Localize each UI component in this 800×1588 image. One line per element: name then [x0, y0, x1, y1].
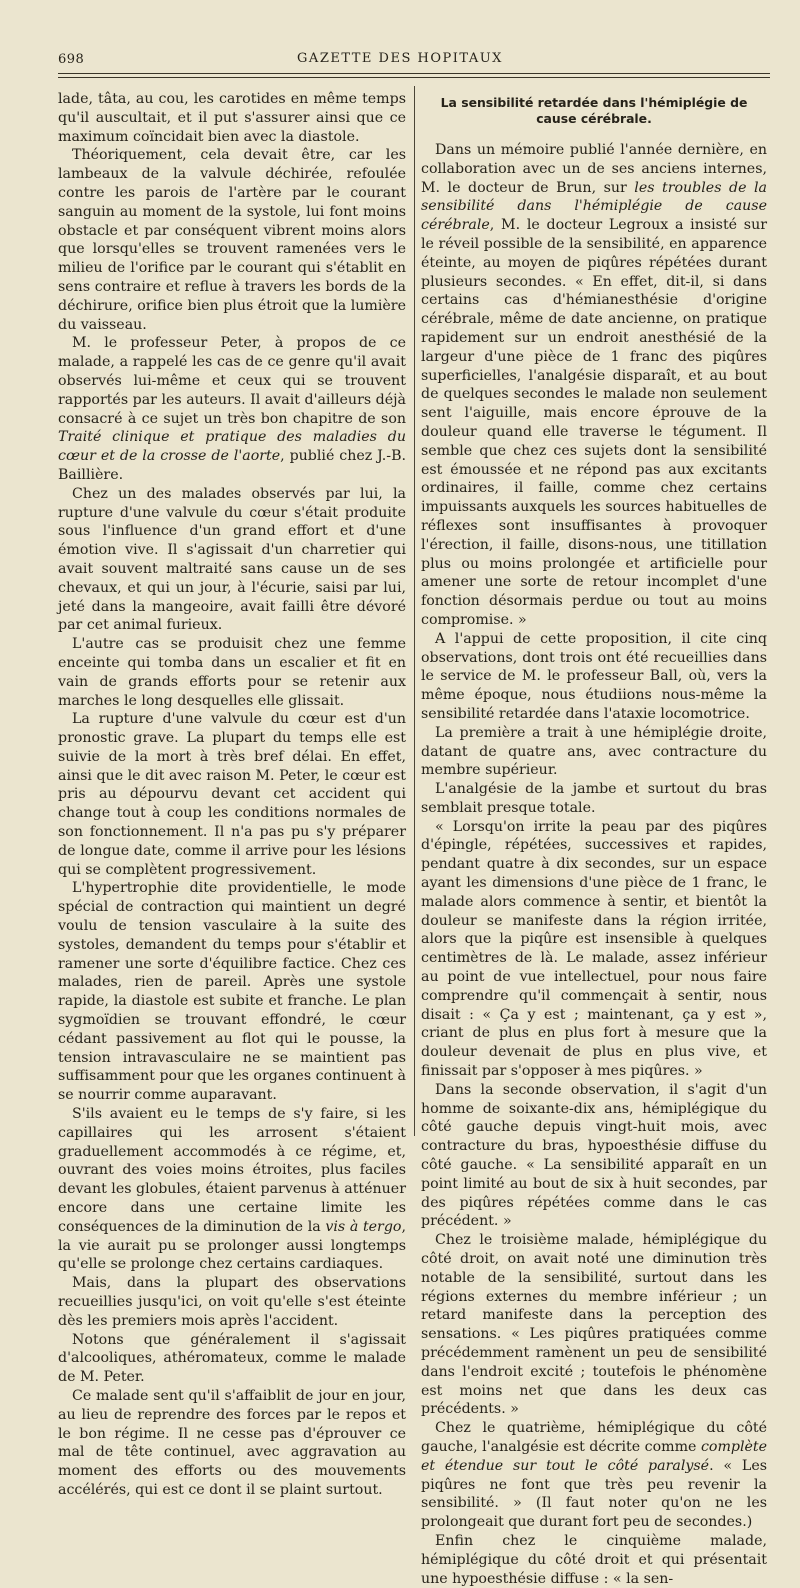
- paragraph: La première a trait à une hémiplégie droite, datant de quatre ans, avec contracture du membre supérieur.: [421, 724, 767, 779]
- paragraph: Dans la seconde observation, il s'agit d'un homme de soixante-dix ans, hémiplégique du côté gauche depuis vingt-huit mois, avec contracture du bras, hypoesthésie diffuse du côté gauche. « La sensibilité apparaît en un point limité au bout de six à huit secondes, par des piqûres répétées comme dans le cas précédent. »: [421, 1081, 767, 1230]
- text-run: , la vie aurait pu se prolonger aussi longtemps qu'elle se prolonge chez certains cardiaques.: [58, 1218, 406, 1273]
- paragraph: Théoriquement, cela devait être, car les lambeaux de la valvule déchirée, refoulée contre les parois de l'artère par le courant sanguin au moment de la systole, lui font moins obstacle et par conséquent vibrent moins alors que lorsqu'elles se trouvent ramenées vers le milieu de l'orifice par le courant qui s'établit en sens contraire et reflue à travers les bords de la déchirure, orifice bien plus étroit que la lumière du vaisseau.: [58, 147, 406, 333]
- paragraph: Mais, dans la plupart des observations recueillies jusqu'ici, on voit qu'elle s'est éteinte dès les premiers mois après l'accident.: [58, 1275, 406, 1329]
- text-run: Chez le quatrième, hémiplégique du côté gauche, l'analgésie est décrite comme: [421, 1420, 767, 1455]
- text-run: , M. le docteur Legroux a insisté sur le réveil possible de la sensibilité, en apparence éteinte, au moyen de piqûres répétées durant plusieurs secondes. « En effet, dit-il, si dans certains cas d'hémianesthésie d'origine cérébrale, même de date ancienne, on pratique rapidement sur un endroit anesthésié de la largeur d'une pièce de 1 franc des piqûres superficielles, l'analgésie disparaît, et au bout de quelques secondes le malade non seulement sent l'aiguille, mais encore éprouve de la douleur quand elle traverse le tégument. Il semble que chez ces sujets dont la sensibilité est émoussée et ne répond pas aux excitants ordinaires, il faille, comme chez certains impuissants auxquels les sources habituelles de réflexes sont insuffisantes à provoquer l'érection, il faille, disons-nous, une titillation plus ou moins prolongée et artificielle pour amener une sorte de retour incomplet d'une fonction désormais perdue ou tout au moins compromise. »: [421, 217, 767, 628]
- paragraph: [421, 141, 767, 630]
- paragraph: L'hypertrophie dite providentielle, le mode spécial de contraction qui maintient un degré voulu de tension vasculaire à la suite des systoles, demandent du temps pour s'établir et ramener une sorte d'équilibre factice. Chez ces malades, rien de pareil. Après une systole rapide, la diastole est subite et franche. Le plan sygmoïdien se trouvant effondré, le cœur cédant passivement au flot qui le pousse, la tension intravasculaire ne se maintient pas suffisamment pour que les organes continuent à se nourrir comme auparavant.: [58, 880, 406, 1104]
- paragraph: La rupture d'une valvule du cœur est d'un pronostic grave. La plupart du temps elle est suivie de la mort à très bref délai. En effet, ainsi que le dit avec raison M. Peter, le cœur est pris au dépourvu devant cet accident qui change tout à coup les conditions normales de son fonctionnement. Il n'a pas pu s'y préparer de longue date, comme il arrive pour les lésions qui se complètent progressivement.: [58, 711, 406, 878]
- paragraph: [58, 1105, 406, 1274]
- paragraph: A l'appui de cette proposition, il cite cinq observations, dont trois ont été recueillies dans le service de M. le professeur Ball, où, vers la même époque, nous étudiions nous-même la sensibilité retardée dans l'ataxie locomotrice.: [421, 630, 767, 722]
- left-column: [58, 90, 406, 1500]
- column-divider: [414, 86, 415, 1136]
- latin-term: vis à tergo: [325, 1218, 402, 1235]
- right-column: [421, 90, 767, 1588]
- quoted-description: complète et étendue sur tout le côté paralysé: [421, 1438, 768, 1474]
- text-run: S'ils avaient eu le temps de s'y faire, si les capillaires qui les arrosent s'étaient graduellement accommodés à ce régime, et, ouvrant des voies moins étroites, plus faciles devant les globules, étaient parvenus à atténuer encore dans une certaine limite les conséquences de la diminution de la: [58, 1106, 406, 1235]
- header-rule-top: [58, 73, 770, 74]
- paragraph: « Lorsqu'on irrite la peau par des piqûres d'épingle, répétées, successives et rapides, pendant quatre à dix secondes, sur un espace ayant les dimensions d'une pièce de 1 franc, le malade alors commence à sentir, et bientôt la douleur se manifeste dans la région irritée, alors que la piqûre est insensible à quelques centimètres de là. Le malade, assez inférieur au point de vue intellectuel, pour nous faire comprendre qu'il commençait à sentir, nous disait : « Ça y est ; maintenant, ça y est », criant de plus en plus fort à mesure que la douleur devenait de plus en plus vive, et finissait par s'opposer à mes piqûres. »: [421, 818, 767, 1080]
- paragraph: Notons que généralement il s'agissait d'alcooliques, athéromateux, comme le malade de M. Peter.: [58, 1331, 406, 1386]
- paragraph: L'analgésie de la jambe et surtout du bras semblait presque totale.: [421, 781, 767, 816]
- memoir-title: les troubles de la sensibilité dans l'hémiplégie de cause cérébrale: [421, 179, 767, 234]
- text-run: , publié chez J.-B. Baillière.: [58, 448, 407, 483]
- paragraph: Chez un des malades observés par lui, la rupture d'une valvule du cœur s'était produite sous l'influence d'un grand effort et d'une émotion vive. Il s'agissait d'un charretier qui avait souvent maltraité sans cause un de ses chevaux, et qui un jour, à l'écurie, saisi par lui, jeté dans la mangeoire, avait failli être dévoré par cet animal furieux.: [58, 485, 406, 634]
- paragraph: [58, 334, 406, 484]
- article-title: La sensibilité retardée dans l'hémiplégie de cause cérébrale.: [440, 95, 748, 126]
- page-number: 698: [58, 52, 85, 67]
- paragraph: Ce malade sent qu'il s'affaiblit de jour en jour, au lieu de reprendre des forces par le repos et le bon régime. Il ne cesse pas d'éprouver ce mal de tête continuel, avec aggravation au moment des efforts ou des mouvements accélérés, qui est ce dont il se plaint surtout.: [58, 1387, 406, 1498]
- paragraph: Enfin chez le cinquième malade, hémiplégique du côté droit et qui présentait une hypoesthésie diffuse : « la sen-: [421, 1532, 767, 1587]
- book-title: Traité clinique et pratique des maladies du cœur et de la crosse de l'aorte: [58, 429, 406, 465]
- paragraph: L'autre cas se produisit chez une femme enceinte qui tomba dans un escalier et fit en vain de grands efforts pour se retenir aux marches le long desquelles elle glissait.: [58, 636, 406, 709]
- text-run: M. le professeur Peter, à propos de ce malade, a rappelé les cas de ce genre qu'il avait observés lui-même et ceux qui se trouvent rapportés par les auteurs. Il avait d'ailleurs déjà consacré à ce sujet un très bon chapitre de son: [58, 335, 406, 427]
- text-run: Dans un mémoire publié l'année dernière, en collaboration avec un de ses anciens internes, M. le docteur de Brun, sur: [421, 142, 767, 196]
- running-head: GAZETTE DES HOPITAUX: [297, 51, 503, 66]
- header-rule-bottom: [58, 77, 770, 78]
- paragraph: [421, 1419, 767, 1532]
- paragraph: Chez le troisième malade, hémiplégique du côté droit, on avait noté une diminution très notable de la sensibilité, surtout dans les régions externes du membre inférieur ; un retard manifeste dans la perception des sensations. « Les piqûres pratiquées comme précédemment ramènent un peu de sensibilité dans l'endroit excité ; toutefois le phénomène est moins net que dans les deux cas précédents. »: [421, 1232, 767, 1418]
- text-run: . « Les piqûres ne font que très peu revenir la sensibilité. » (Il faut noter qu'on ne les prolongeait que durant fort peu de secondes.): [421, 1457, 768, 1531]
- paragraph: lade, tâta, au cou, les carotides en même temps qu'il auscultait, et il put s'assurer ainsi que ce maximum coïncidait bien avec la diastole.: [58, 91, 406, 145]
